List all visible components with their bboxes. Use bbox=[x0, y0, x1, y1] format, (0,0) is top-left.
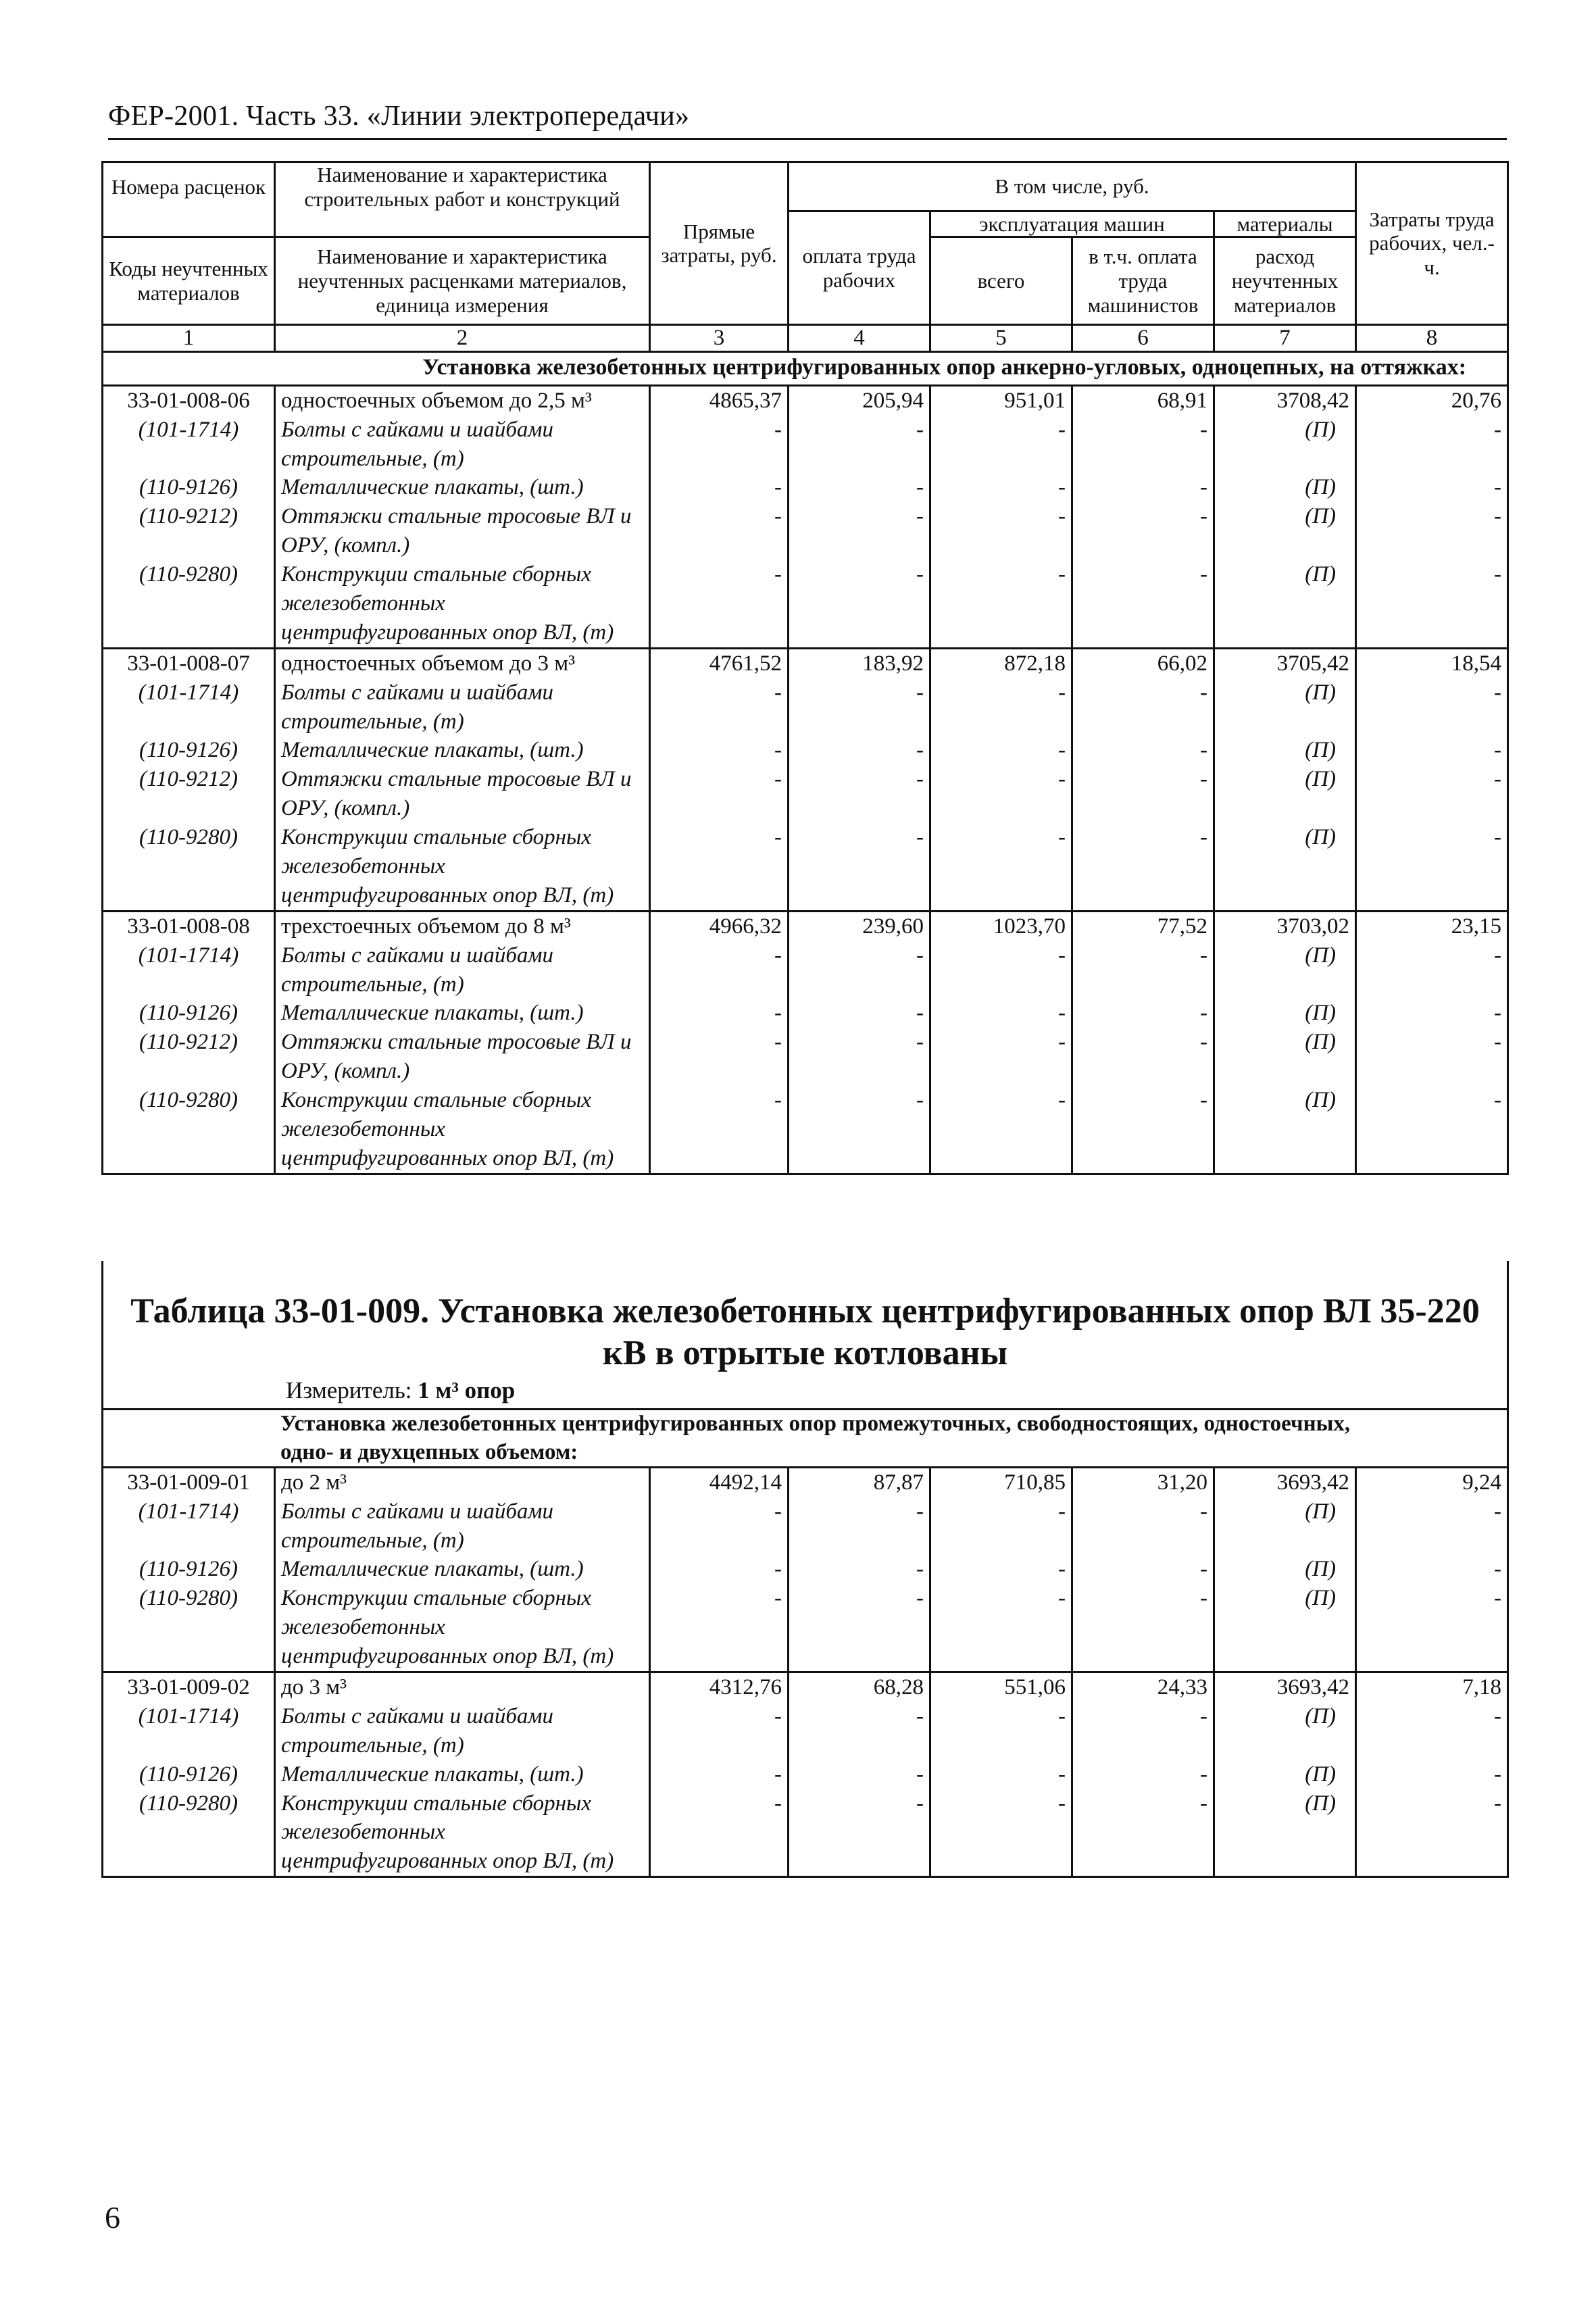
dash: - bbox=[1356, 1497, 1508, 1555]
dash: - bbox=[1356, 1086, 1508, 1174]
material-name: Металлические плакаты, (шт.) bbox=[275, 1760, 650, 1789]
materials-cost: 3703,02 bbox=[1214, 911, 1356, 941]
material-name: Оттяжки стальные тросовые ВЛ и ОРУ, (компл.) bbox=[275, 765, 650, 823]
dash: - bbox=[1356, 560, 1508, 648]
materials-cost: 3705,42 bbox=[1214, 648, 1356, 678]
dash: - bbox=[1072, 1702, 1214, 1760]
col-number: 1 bbox=[103, 325, 275, 351]
material-code: (110-9212) bbox=[103, 502, 275, 560]
dash: - bbox=[1072, 736, 1214, 765]
material-row bbox=[103, 416, 1508, 474]
material-code: (110-9126) bbox=[103, 999, 275, 1028]
material-code: (101-1714) bbox=[103, 678, 275, 737]
dash: - bbox=[789, 823, 930, 911]
dash: - bbox=[1072, 1086, 1214, 1174]
dash: - bbox=[789, 1584, 930, 1672]
labor-hours: 20,76 bbox=[1356, 385, 1508, 415]
material-code: (110-9126) bbox=[103, 473, 275, 502]
dash: - bbox=[930, 678, 1072, 737]
dash: - bbox=[930, 1760, 1072, 1789]
material-row bbox=[103, 1555, 1508, 1584]
dash: - bbox=[789, 736, 930, 765]
material-name: Конструкции стальные сборных железобетонных центрифугированных опор ВЛ, (т) bbox=[275, 1086, 650, 1174]
meter-line bbox=[109, 1375, 1501, 1406]
material-name: Оттяжки стальные тросовые ВЛ и ОРУ, (компл.) bbox=[275, 502, 650, 560]
rate-name: до 2 м³ bbox=[275, 1467, 650, 1497]
dash: - bbox=[650, 560, 789, 648]
materials-flag: (П) bbox=[1214, 1497, 1356, 1555]
materials-flag: (П) bbox=[1214, 502, 1356, 560]
dash: - bbox=[789, 502, 930, 560]
material-code: (110-9280) bbox=[103, 823, 275, 911]
dash: - bbox=[1356, 502, 1508, 560]
dash: - bbox=[930, 1028, 1072, 1086]
material-name: Конструкции стальные сборных железобетонных центрифугированных опор ВЛ, (т) bbox=[275, 823, 650, 911]
dash: - bbox=[1072, 1028, 1214, 1086]
labor-hours: 9,24 bbox=[1356, 1467, 1508, 1497]
direct-cost: 4761,52 bbox=[650, 648, 789, 678]
dash: - bbox=[650, 1702, 789, 1760]
material-code: (110-9126) bbox=[103, 736, 275, 765]
dash: - bbox=[650, 473, 789, 502]
dash: - bbox=[930, 941, 1072, 999]
dash: - bbox=[1072, 823, 1214, 911]
dash: - bbox=[1072, 1584, 1214, 1672]
col-number: 2 bbox=[275, 325, 650, 351]
rate-name: трехстоечных объемом до 8 м³ bbox=[275, 911, 650, 941]
rate-row bbox=[103, 648, 1508, 678]
operators-wages: 31,20 bbox=[1072, 1467, 1214, 1497]
dash: - bbox=[1356, 1760, 1508, 1789]
table-title-cell bbox=[103, 1261, 1508, 1410]
machines-total: 951,01 bbox=[930, 385, 1072, 415]
dash: - bbox=[930, 502, 1072, 560]
dash: - bbox=[650, 1584, 789, 1672]
dash: - bbox=[650, 1028, 789, 1086]
materials-flag: (П) bbox=[1214, 1702, 1356, 1760]
materials-cost: 3693,42 bbox=[1214, 1672, 1356, 1702]
materials-flag: (П) bbox=[1214, 1760, 1356, 1789]
dash: - bbox=[930, 823, 1072, 911]
material-name: Конструкции стальные сборных железобетонных центрифугированных опор ВЛ, (т) bbox=[275, 1789, 650, 1877]
materials-flag: (П) bbox=[1214, 823, 1356, 911]
material-row bbox=[103, 999, 1508, 1028]
col-wages-header: оплата труда рабочих bbox=[789, 211, 930, 325]
dash: - bbox=[789, 1028, 930, 1086]
labor-hours: 23,15 bbox=[1356, 911, 1508, 941]
material-code: (110-9126) bbox=[103, 1555, 275, 1584]
col-direct-cost-header: Прямые затраты, руб. bbox=[650, 162, 789, 325]
col-machines-total-header: всего bbox=[930, 237, 1072, 325]
col-material-names-header: Наименование и характеристика неучтенных расценками материалов, единица измерения bbox=[275, 237, 650, 325]
material-row bbox=[103, 1702, 1508, 1760]
dash: - bbox=[650, 1555, 789, 1584]
material-row bbox=[103, 678, 1508, 737]
dash: - bbox=[1072, 1789, 1214, 1877]
dash: - bbox=[1356, 1028, 1508, 1086]
rate-code: 33-01-009-02 bbox=[103, 1672, 275, 1702]
wages: 87,87 bbox=[789, 1467, 930, 1497]
material-row bbox=[103, 765, 1508, 823]
materials-flag: (П) bbox=[1214, 941, 1356, 999]
direct-cost: 4966,32 bbox=[650, 911, 789, 941]
dash: - bbox=[650, 502, 789, 560]
material-name: Болты с гайками и шайбами строительные, (т) bbox=[275, 941, 650, 999]
dash: - bbox=[930, 1702, 1072, 1760]
section-title-2: Установка железобетонных центрифугированных опор промежуточных, свободностоящих, одностоечных, одно- и двухцепных объемом: bbox=[103, 1410, 1508, 1468]
material-row bbox=[103, 560, 1508, 648]
dash: - bbox=[930, 1789, 1072, 1877]
dash: - bbox=[650, 1760, 789, 1789]
material-row bbox=[103, 941, 1508, 999]
meter-label: Измеритель: bbox=[286, 1376, 412, 1403]
dash: - bbox=[930, 1497, 1072, 1555]
dash: - bbox=[650, 941, 789, 999]
material-code: (110-9212) bbox=[103, 765, 275, 823]
material-name: Болты с гайками и шайбами строительные, (т) bbox=[275, 678, 650, 737]
dash: - bbox=[930, 999, 1072, 1028]
page-number: 6 bbox=[105, 2200, 120, 2235]
materials-flag: (П) bbox=[1214, 473, 1356, 502]
rate-name: одностоечных объемом до 3 м³ bbox=[275, 648, 650, 678]
col-material-usage-header: расход неучтенных материалов bbox=[1214, 237, 1356, 325]
dash: - bbox=[650, 1789, 789, 1877]
operators-wages: 68,91 bbox=[1072, 385, 1214, 415]
rate-code: 33-01-008-06 bbox=[103, 385, 275, 415]
dash: - bbox=[789, 999, 930, 1028]
dash: - bbox=[930, 1555, 1072, 1584]
machines-total: 710,85 bbox=[930, 1467, 1072, 1497]
material-row bbox=[103, 1760, 1508, 1789]
materials-flag: (П) bbox=[1214, 678, 1356, 737]
dash: - bbox=[1356, 416, 1508, 474]
dash: - bbox=[650, 1086, 789, 1174]
section1-rows bbox=[103, 385, 1508, 1174]
dash: - bbox=[930, 1086, 1072, 1174]
dash: - bbox=[650, 765, 789, 823]
rate-code: 33-01-008-08 bbox=[103, 911, 275, 941]
col-number: 8 bbox=[1356, 325, 1508, 351]
material-code: (110-9280) bbox=[103, 1086, 275, 1174]
material-code: (101-1714) bbox=[103, 416, 275, 474]
labor-hours: 18,54 bbox=[1356, 648, 1508, 678]
dash: - bbox=[650, 999, 789, 1028]
dash: - bbox=[789, 473, 930, 502]
material-code: (110-9280) bbox=[103, 1789, 275, 1877]
machines-total: 872,18 bbox=[930, 648, 1072, 678]
rate-row bbox=[103, 1467, 1508, 1497]
materials-flag: (П) bbox=[1214, 736, 1356, 765]
dash: - bbox=[930, 1584, 1072, 1672]
dash: - bbox=[650, 416, 789, 474]
dash: - bbox=[1356, 1584, 1508, 1672]
dash: - bbox=[650, 823, 789, 911]
material-name: Болты с гайками и шайбами строительные, (т) bbox=[275, 1702, 650, 1760]
dash: - bbox=[789, 1497, 930, 1555]
dash: - bbox=[789, 678, 930, 737]
dash: - bbox=[789, 941, 930, 999]
material-code: (101-1714) bbox=[103, 1497, 275, 1555]
dash: - bbox=[1072, 416, 1214, 474]
material-row bbox=[103, 1497, 1508, 1555]
col-number: 7 bbox=[1214, 325, 1356, 351]
dash: - bbox=[1356, 823, 1508, 911]
material-name: Металлические плакаты, (шт.) bbox=[275, 736, 650, 765]
dash: - bbox=[1356, 941, 1508, 999]
rate-row bbox=[103, 385, 1508, 415]
rate-row bbox=[103, 1672, 1508, 1702]
rates-table bbox=[101, 161, 1509, 1175]
col-number: 6 bbox=[1072, 325, 1214, 351]
dash: - bbox=[930, 765, 1072, 823]
table-header bbox=[103, 162, 1508, 325]
dash: - bbox=[930, 560, 1072, 648]
col-material-codes-header: Коды неучтенных материалов bbox=[103, 237, 275, 325]
material-row bbox=[103, 1584, 1508, 1672]
materials-flag: (П) bbox=[1214, 999, 1356, 1028]
dash: - bbox=[930, 473, 1072, 502]
machines-total: 551,06 bbox=[930, 1672, 1072, 1702]
col-materials-header: материалы bbox=[1214, 211, 1356, 237]
materials-flag: (П) bbox=[1214, 1028, 1356, 1086]
dash: - bbox=[1072, 1555, 1214, 1584]
dash: - bbox=[1072, 502, 1214, 560]
material-code: (110-9280) bbox=[103, 560, 275, 648]
dash: - bbox=[1356, 473, 1508, 502]
material-name: Конструкции стальные сборных железобетонных центрифугированных опор ВЛ, (т) bbox=[275, 560, 650, 648]
dash: - bbox=[1356, 1555, 1508, 1584]
col-number: 5 bbox=[930, 325, 1072, 351]
col-machines-header: эксплуатация машин bbox=[930, 211, 1214, 237]
materials-cost: 3708,42 bbox=[1214, 385, 1356, 415]
dash: - bbox=[1072, 678, 1214, 737]
operators-wages: 77,52 bbox=[1072, 911, 1214, 941]
dash: - bbox=[1072, 999, 1214, 1028]
dash: - bbox=[789, 416, 930, 474]
dash: - bbox=[789, 1702, 930, 1760]
dash: - bbox=[1072, 1497, 1214, 1555]
material-code: (101-1714) bbox=[103, 941, 275, 999]
dash: - bbox=[789, 1555, 930, 1584]
direct-cost: 4865,37 bbox=[650, 385, 789, 415]
dash: - bbox=[789, 765, 930, 823]
section-title: Установка железобетонных центрифугированных опор анкерно-угловых, одноцепных, на оттяжках: bbox=[103, 351, 1508, 385]
table-title: Таблица 33-01-009. Установка железобетонных центрифугированных опор ВЛ 35-220 кВ в отрытые котлованы bbox=[130, 1292, 1480, 1373]
material-row bbox=[103, 1028, 1508, 1086]
dash: - bbox=[789, 560, 930, 648]
rate-code: 33-01-009-01 bbox=[103, 1467, 275, 1497]
dash: - bbox=[1356, 1789, 1508, 1877]
material-name: Болты с гайками и шайбами строительные, (т) bbox=[275, 416, 650, 474]
dash: - bbox=[1356, 736, 1508, 765]
material-code: (110-9212) bbox=[103, 1028, 275, 1086]
dash: - bbox=[1072, 1760, 1214, 1789]
col-labor-hours-header: Затраты труда рабочих, чел.-ч. bbox=[1356, 162, 1508, 325]
materials-flag: (П) bbox=[1214, 1555, 1356, 1584]
material-name: Металлические плакаты, (шт.) bbox=[275, 1555, 650, 1584]
dash: - bbox=[789, 1789, 930, 1877]
dash: - bbox=[650, 736, 789, 765]
column-numbers-row bbox=[103, 325, 1508, 351]
col-number: 4 bbox=[789, 325, 930, 351]
col-operators-wages-header: в т.ч. оплата труда машинистов bbox=[1072, 237, 1214, 325]
material-name: Конструкции стальные сборных железобетонных центрифугированных опор ВЛ, (т) bbox=[275, 1584, 650, 1672]
dash: - bbox=[1356, 678, 1508, 737]
rate-name: одностоечных объемом до 2,5 м³ bbox=[275, 385, 650, 415]
dash: - bbox=[1072, 473, 1214, 502]
material-row bbox=[103, 823, 1508, 911]
dash: - bbox=[930, 416, 1072, 474]
col-name-header-top: Наименование и характеристика строительных работ и конструкций bbox=[275, 162, 650, 211]
material-row bbox=[103, 1789, 1508, 1877]
dash: - bbox=[650, 678, 789, 737]
wages: 205,94 bbox=[789, 385, 930, 415]
wages: 68,28 bbox=[789, 1672, 930, 1702]
wages: 183,92 bbox=[789, 648, 930, 678]
materials-flag: (П) bbox=[1214, 765, 1356, 823]
dash: - bbox=[930, 736, 1072, 765]
rates-table-2 bbox=[101, 1261, 1509, 1878]
col-group-header: В том числе, руб. bbox=[789, 162, 1356, 211]
labor-hours: 7,18 bbox=[1356, 1672, 1508, 1702]
dash: - bbox=[789, 1086, 930, 1174]
col-codes-header-top: Номера расценок bbox=[103, 162, 275, 211]
dash: - bbox=[789, 1760, 930, 1789]
materials-flag: (П) bbox=[1214, 1789, 1356, 1877]
meter-value: 1 м³ опор bbox=[418, 1376, 516, 1403]
running-head: ФЕР-2001. Часть 33. «Линии электропередачи» bbox=[108, 100, 1507, 140]
dash: - bbox=[650, 1497, 789, 1555]
direct-cost: 4492,14 bbox=[650, 1467, 789, 1497]
dash: - bbox=[1072, 560, 1214, 648]
materials-flag: (П) bbox=[1214, 1086, 1356, 1174]
material-name: Болты с гайками и шайбами строительные, (т) bbox=[275, 1497, 650, 1555]
material-row bbox=[103, 736, 1508, 765]
material-code: (101-1714) bbox=[103, 1702, 275, 1760]
machines-total: 1023,70 bbox=[930, 911, 1072, 941]
section2-rows bbox=[103, 1467, 1508, 1876]
dash: - bbox=[1072, 765, 1214, 823]
material-code: (110-9126) bbox=[103, 1760, 275, 1789]
materials-flag: (П) bbox=[1214, 416, 1356, 474]
rate-code: 33-01-008-07 bbox=[103, 648, 275, 678]
materials-cost: 3693,42 bbox=[1214, 1467, 1356, 1497]
dash: - bbox=[1072, 941, 1214, 999]
material-row bbox=[103, 473, 1508, 502]
material-name: Металлические плакаты, (шт.) bbox=[275, 473, 650, 502]
material-row bbox=[103, 502, 1508, 560]
wages: 239,60 bbox=[789, 911, 930, 941]
material-name: Оттяжки стальные тросовые ВЛ и ОРУ, (компл.) bbox=[275, 1028, 650, 1086]
col-name-header-spacer bbox=[275, 211, 650, 237]
material-name: Металлические плакаты, (шт.) bbox=[275, 999, 650, 1028]
materials-flag: (П) bbox=[1214, 560, 1356, 648]
operators-wages: 24,33 bbox=[1072, 1672, 1214, 1702]
dash: - bbox=[1356, 999, 1508, 1028]
rate-name: до 3 м³ bbox=[275, 1672, 650, 1702]
direct-cost: 4312,76 bbox=[650, 1672, 789, 1702]
material-code: (110-9280) bbox=[103, 1584, 275, 1672]
col-codes-header-spacer bbox=[103, 211, 275, 237]
col-number: 3 bbox=[650, 325, 789, 351]
material-row bbox=[103, 1086, 1508, 1174]
rate-row bbox=[103, 911, 1508, 941]
operators-wages: 66,02 bbox=[1072, 648, 1214, 678]
materials-flag: (П) bbox=[1214, 1584, 1356, 1672]
dash: - bbox=[1356, 765, 1508, 823]
dash: - bbox=[1356, 1702, 1508, 1760]
